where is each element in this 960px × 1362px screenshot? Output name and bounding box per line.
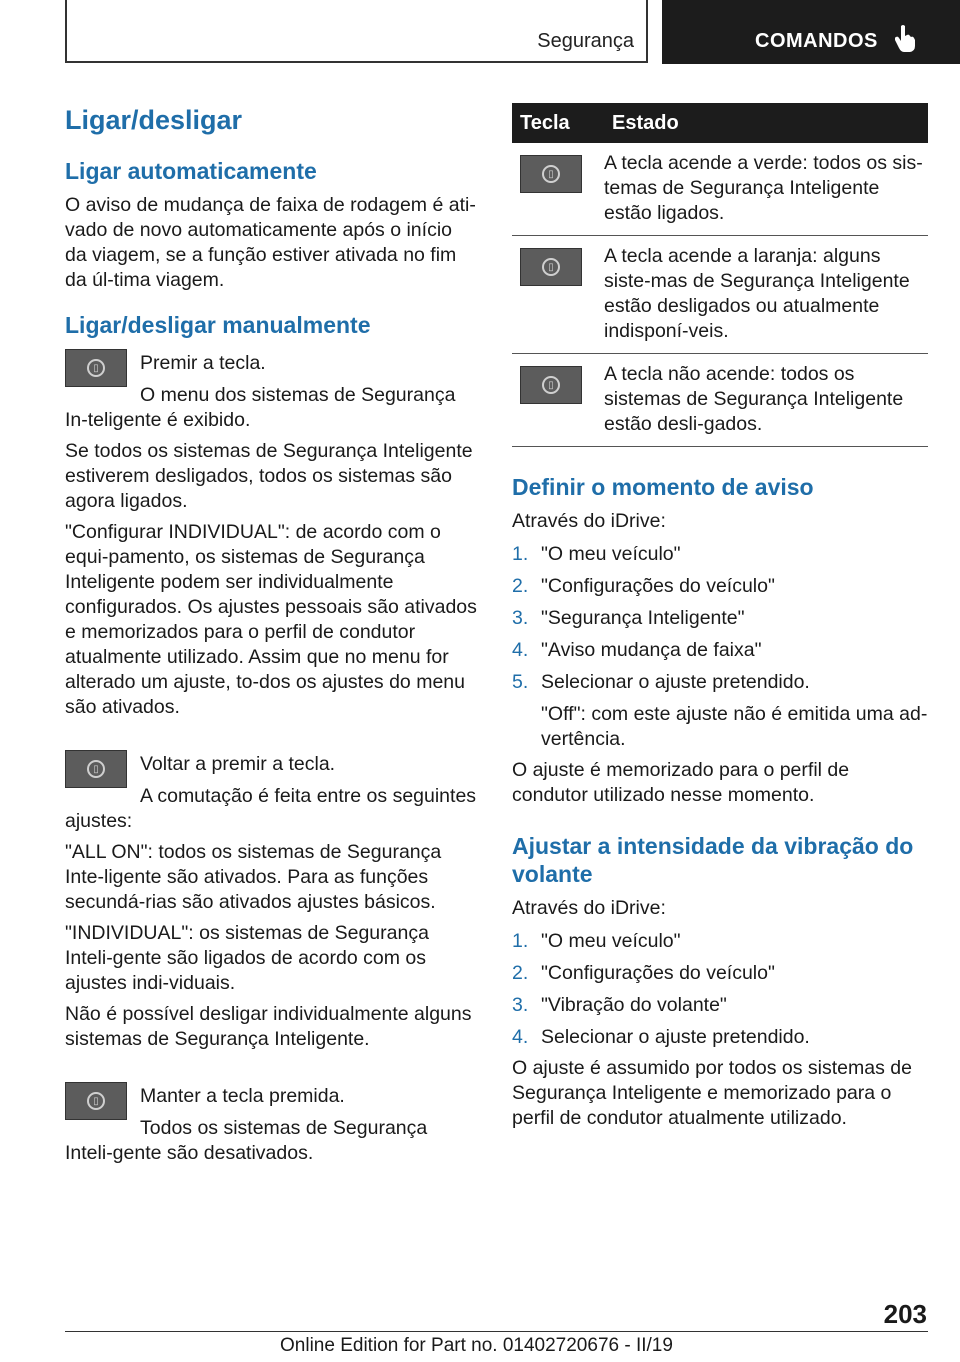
list-item <box>512 961 928 986</box>
step-text: "Configurações do veículo" <box>541 962 775 984</box>
edition-note: Online Edition for Part no. 01402720676 - II/19 <box>280 1335 673 1356</box>
header-chapter-box <box>662 0 960 64</box>
table-row <box>512 354 928 447</box>
step-number: 3. <box>512 607 529 629</box>
header-section-box <box>65 0 648 63</box>
intelligent-safety-button-icon: ▯ <box>520 155 582 193</box>
section-title: Segurança <box>537 30 634 52</box>
list-item <box>512 993 928 1018</box>
step5-note: "Off": com este ajuste não é emitida uma ad-vertência. <box>541 703 928 750</box>
toggle-text <box>65 784 477 834</box>
step-number: 2. <box>512 575 529 597</box>
table-row <box>512 236 928 354</box>
step-number: 5. <box>512 671 529 693</box>
chapter-title: COMANDOS <box>755 30 878 52</box>
left-column <box>65 100 477 1166</box>
step-text: Selecionar o ajuste pretendido. <box>541 1026 810 1048</box>
step-text: "Segurança Inteligente" <box>541 607 745 629</box>
table-header-row <box>512 103 928 143</box>
table-cell-key <box>512 236 604 354</box>
list-item <box>512 929 928 954</box>
step-text: "Configurações do veículo" <box>541 575 775 597</box>
table-cell-state: A tecla não acende: todos os sistemas de Segurança Inteligente estão desli-gados. <box>604 354 928 447</box>
all-off-text: Se todos os sistemas de Segurança Inteligente estiverem desligados, todos os sistemas são agora ligados. <box>65 440 473 512</box>
intelligent-safety-button-icon: ▯ <box>65 750 127 788</box>
status-table <box>512 103 928 447</box>
menu-shown-text <box>65 383 477 433</box>
column-header-state: Estado <box>604 103 928 143</box>
manual-heading: Ligar/desligar manualmente <box>65 312 371 338</box>
list-item <box>512 574 928 599</box>
page-number: 203 <box>883 1299 927 1329</box>
auto-heading: Ligar automaticamente <box>65 158 317 184</box>
step-text: "Aviso mudança de faixa" <box>541 639 762 661</box>
step-number: 3. <box>512 994 529 1016</box>
vibration-outro: O ajuste é assumido por todos os sistemas de Segurança Inteligente e memorizado para o perfil de condutor atualmente utilizado. <box>512 1057 912 1129</box>
table-cell-state: A tecla acende a laranja: alguns siste-mas de Segurança Inteligente estão desligados ou atualmente indisponí-veis. <box>604 236 928 354</box>
key-block-hold <box>65 1082 477 1166</box>
right-column <box>512 103 928 1131</box>
step-number: 1. <box>512 930 529 952</box>
step-number: 1. <box>512 543 529 565</box>
auto-text: O aviso de mudança de faixa de rodagem é ati-vado de novo automaticamente após o início da viagem, se a função estiver ativada no fim da úl-tima viagem. <box>65 194 476 291</box>
list-item <box>512 606 928 631</box>
step-number: 2. <box>512 962 529 984</box>
warning-time-heading: Definir o momento de aviso <box>512 474 814 500</box>
key-block-press-again <box>65 750 477 834</box>
warning-time-steps <box>512 542 928 695</box>
not-possible-text: Não é possível desligar individualmente alguns sistemas de Segurança Inteligente. <box>65 1003 472 1050</box>
warning-time-intro: Através do iDrive: <box>512 510 666 532</box>
step-text: Selecionar o ajuste pretendido. <box>541 671 810 693</box>
deactivated-span: Todos os sistemas de Segurança Inteli-gente são desativados. <box>65 1117 428 1164</box>
intelligent-safety-button-icon: ▯ <box>520 248 582 286</box>
section-heading: Ligar/desligar <box>65 105 243 135</box>
vibration-intro: Através do iDrive: <box>512 897 666 919</box>
step-number: 4. <box>512 1026 529 1048</box>
intelligent-safety-button-icon: ▯ <box>65 1082 127 1120</box>
table-row <box>512 143 928 236</box>
vibration-steps <box>512 929 928 1050</box>
table-cell-state: A tecla acende a verde: todos os sis-temas de Segurança Inteligente estão ligados. <box>604 143 928 236</box>
step-text: "Vibração do volante" <box>541 994 727 1016</box>
table-cell-key <box>512 143 604 236</box>
press-again-text: Voltar a premir a tecla. <box>140 753 336 775</box>
all-on-text: "ALL ON": todos os sistemas de Segurança Inte-ligente são ativados. Para as funções secundá-rias são ativados ajustes básicos. <box>65 841 442 913</box>
intelligent-safety-button-icon: ▯ <box>520 366 582 404</box>
list-item <box>512 670 928 695</box>
vibration-heading: Ajustar a intensidade da vibração do volante <box>512 833 914 887</box>
menu-shown-span: O menu dos sistemas de Segurança In-teligente é exibido. <box>65 384 456 431</box>
press-key-text: Premir a tecla. <box>140 352 266 374</box>
list-item <box>512 638 928 663</box>
hand-pointer-icon <box>895 24 917 57</box>
intelligent-safety-button-icon: ▯ <box>65 349 127 387</box>
individual-config-text: "Configurar INDIVIDUAL": de acordo com o equi-pamento, os sistemas de Segurança Inteligente podem ser individualmente configurados. Os ajustes pessoais são ativados e memorizados para o perfil de condutor atualmente utilizado. Assim que no menu for alterado um ajuste, to-dos os ajustes do menu são ativados. <box>65 521 477 718</box>
step-text: "O meu veículo" <box>541 543 681 565</box>
step-number: 4. <box>512 639 529 661</box>
individual-text: "INDIVIDUAL": os sistemas de Segurança Inteli-gente são ligados de acordo com os ajustes indi-viduais. <box>65 922 429 994</box>
footer-divider <box>65 1331 928 1332</box>
step-text: "O meu veículo" <box>541 930 681 952</box>
hold-key-text: Manter a tecla premida. <box>140 1085 345 1107</box>
table-cell-key <box>512 354 604 447</box>
key-block-press <box>65 349 477 433</box>
warning-time-outro: O ajuste é memorizado para o perfil de condutor utilizado nesse momento. <box>512 759 850 806</box>
list-item <box>512 1025 928 1050</box>
list-item <box>512 542 928 567</box>
toggle-span: A comutação é feita entre os seguintes ajustes: <box>65 785 477 832</box>
deactivated-text <box>65 1116 477 1166</box>
column-header-key: Tecla <box>512 103 604 143</box>
